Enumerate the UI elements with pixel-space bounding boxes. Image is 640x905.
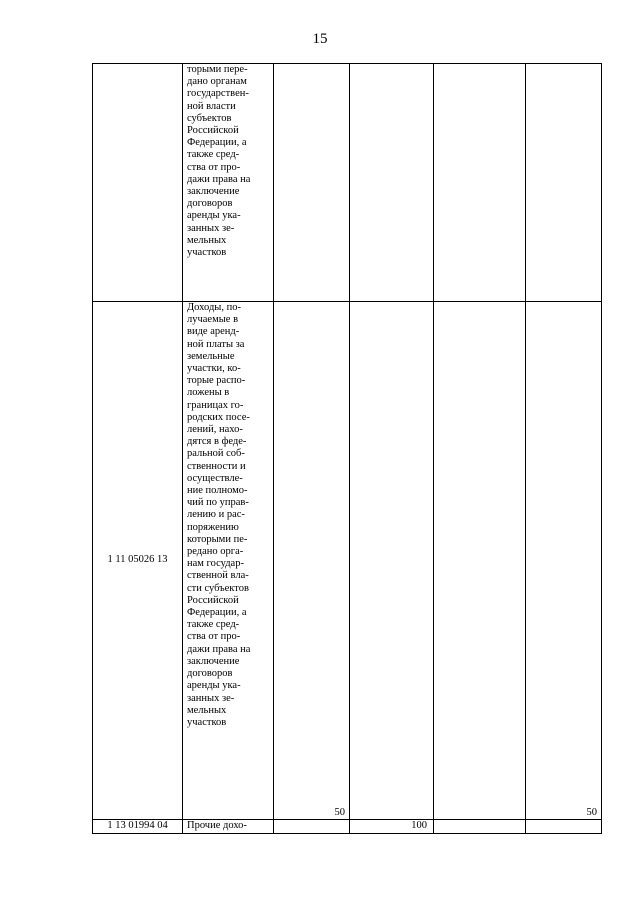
amount-cell — [526, 64, 602, 302]
description-line: редано орга- — [187, 546, 244, 558]
description-line: торыми пере- — [187, 64, 248, 75]
amount-cell — [434, 820, 526, 834]
description-line: государствен- — [187, 88, 249, 100]
amount-cell — [526, 820, 602, 834]
description-line: лучаемые в — [187, 314, 239, 326]
budget-table — [92, 63, 602, 834]
amount-cell — [350, 302, 434, 820]
description-line: дажи права на — [187, 643, 251, 655]
description-line: ние полномо- — [187, 485, 248, 497]
amount-cell: 50 — [274, 302, 350, 820]
description-line: Прочие дохо- — [187, 820, 247, 831]
description-line: лению и рас- — [187, 509, 245, 521]
description-line: виде аренд- — [187, 326, 240, 338]
description-line: границах го- — [187, 399, 244, 411]
description-line: поряжению — [187, 521, 239, 533]
description-line: ной платы за — [187, 338, 245, 350]
description-line: заключение — [187, 655, 240, 667]
amount-cell — [434, 302, 526, 820]
description-cell — [183, 302, 274, 820]
description-line: дано органам — [187, 76, 247, 88]
description-line: субъектов — [187, 112, 232, 124]
description-line: Федерации, а — [187, 137, 247, 149]
description-line: ства от про- — [187, 161, 241, 173]
description-line: также сред- — [187, 619, 240, 631]
description-cell — [183, 64, 274, 302]
description-line: участков — [187, 247, 227, 259]
description-line: договоров — [187, 668, 233, 680]
description-line: ственной вла- — [187, 570, 249, 582]
description-line: дажи права на — [187, 173, 251, 185]
description-line: аренды ука- — [187, 210, 241, 222]
description-line: сти субъектов — [187, 582, 249, 594]
description-line: ственности и — [187, 460, 246, 472]
table-row — [93, 820, 602, 834]
description-line: лений, нахо- — [187, 424, 243, 436]
amount-cell — [350, 64, 434, 302]
amount-cell — [274, 64, 350, 302]
budget-code-cell: 1 13 01994 04 — [93, 820, 183, 834]
description-line: Федерации, а — [187, 607, 247, 619]
description-line: мельных — [187, 234, 227, 246]
description-line: участков — [187, 716, 227, 728]
table-row — [93, 64, 602, 302]
budget-code-cell — [93, 64, 183, 302]
description-line: участки, ко- — [187, 363, 241, 375]
description-line: земельные — [187, 350, 235, 362]
amount-cell — [434, 64, 526, 302]
page-number: 15 — [312, 31, 328, 47]
description-line: ральной соб- — [187, 448, 245, 460]
description-line: Доходы, по- — [187, 302, 241, 313]
description-line: ства от про- — [187, 631, 241, 643]
description-line: также сред- — [187, 149, 240, 161]
description-line: чий по управ- — [187, 497, 249, 509]
description-line: нам государ- — [187, 558, 244, 570]
amount-cell — [274, 820, 350, 834]
description-line: которыми пе- — [187, 533, 248, 545]
description-line: торые распо- — [187, 375, 246, 387]
description-line: мельных — [187, 704, 227, 716]
description-line: Российской — [187, 125, 239, 137]
description-line: заключение — [187, 186, 240, 198]
description-line: родских посе- — [187, 411, 250, 423]
table-row — [93, 302, 602, 820]
description-line: осуществле- — [187, 472, 243, 484]
description-line: аренды ука- — [187, 680, 241, 692]
description-line: дятся в феде- — [187, 436, 247, 448]
description-line: Российской — [187, 594, 239, 606]
description-cell — [183, 820, 274, 834]
description-line: договоров — [187, 198, 233, 210]
description-line: ной власти — [187, 100, 236, 112]
amount-cell: 100 — [350, 820, 434, 834]
budget-code-cell: 1 11 05026 13 — [93, 302, 183, 820]
description-line: занных зе- — [187, 692, 235, 704]
description-line: ложены в — [187, 387, 230, 399]
description-line: занных зе- — [187, 222, 235, 234]
amount-cell: 50 — [526, 302, 602, 820]
